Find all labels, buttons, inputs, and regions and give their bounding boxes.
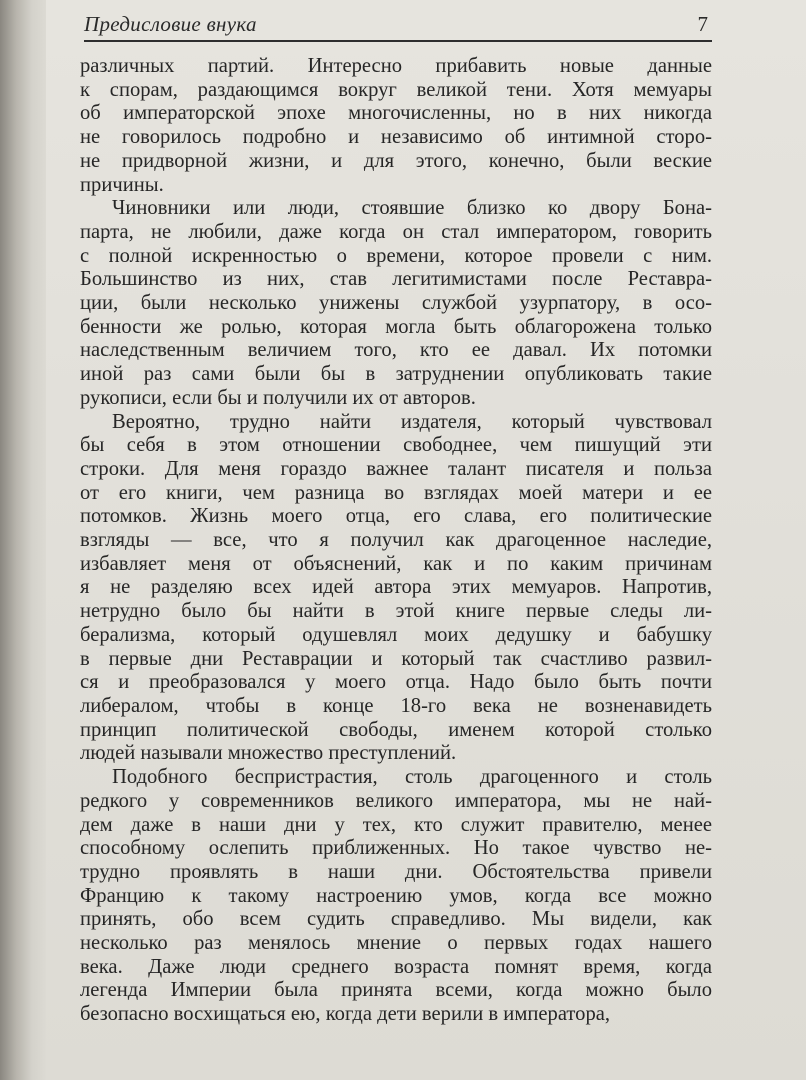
text-line: в первые дни Реставрации и который так счастливо развил-	[80, 647, 712, 670]
running-header	[84, 12, 708, 42]
text-line: бенности же ролью, которая могла быть облагорожена только	[80, 315, 712, 338]
text-line: принять, обо всем судить справедливо. Мы видели, как	[80, 908, 712, 931]
text-line: Подобного беспристрастия, столь драгоценного и столь	[112, 766, 712, 789]
text-line: дем даже в наши дни у тех, кто служит правителю, менее	[80, 813, 712, 836]
paragraph	[80, 766, 712, 1027]
text-line: я не разделяю всех идей автора этих мемуаров. Напротив,	[80, 576, 712, 599]
text-line: причины.	[80, 173, 164, 196]
text-line: трудно проявлять в наши дни. Обстоятельства привели	[80, 860, 712, 883]
text-line: либералом, чтобы в конце 18-го века не возненавидеть	[80, 694, 712, 717]
text-line: бы себя в этом отношении свободнее, чем пишущий эти	[80, 434, 712, 457]
running-header-title: Предисловие внука	[84, 12, 257, 36]
text-line: века. Даже люди среднего возраста помнят время, когда	[80, 955, 712, 978]
paragraph	[80, 411, 712, 767]
page-number: 7	[697, 12, 708, 36]
paragraph	[80, 55, 712, 197]
text-line: к спорам, раздающимся вокруг великой тени. Хотя мемуары	[80, 78, 712, 101]
text-line: берализма, который одушевлял моих дедушку и бабушку	[80, 623, 712, 646]
text-line: парта, не любили, даже когда он стал императором, говорить	[80, 220, 712, 243]
paragraph	[80, 197, 712, 410]
text-line: людей называли множество преступлений.	[80, 742, 457, 765]
text-line: об императорской эпохе многочисленны, но в них никогда	[80, 102, 712, 125]
text-line: строки. Для меня гораздо важнее талант писателя и польза	[80, 457, 712, 480]
text-line: ся и преобразовался у моего отца. Надо было быть почти	[80, 671, 712, 694]
text-line: не придворной жизни, и для этого, конечно, были веские	[80, 149, 712, 172]
text-line: различных партий. Интересно прибавить новые данные	[80, 55, 712, 77]
text-line: редкого у современников великого императора, мы не най-	[80, 789, 712, 812]
text-line: способному ослепить приближенных. Но такое чувство не-	[80, 837, 712, 860]
text-line: потомков. Жизнь моего отца, его слава, его политические	[80, 505, 712, 528]
text-line: рукописи, если бы и получили их от авторов.	[80, 386, 476, 409]
text-line: взгляды — все, что я получил как драгоценное наследие,	[80, 529, 712, 552]
text-line: нетрудно было бы найти в этой книге первые следы ли-	[80, 600, 712, 623]
text-line: избавляет меня от объяснений, как и по каким причинам	[80, 552, 712, 575]
text-line: ции, были несколько унижены службой узурпатору, в осо-	[80, 292, 712, 315]
text-line: наследственным величием того, кто ее давал. Их потомки	[80, 339, 712, 362]
text-line: не говорилось подробно и независимо об интимной сторо-	[80, 126, 712, 149]
text-line: безопасно восхищаться ею, когда дети верили в императора,	[80, 1003, 611, 1026]
text-line: Вероятно, трудно найти издателя, который чувствовал	[112, 410, 712, 433]
text-line: принцип политической свободы, именем которой столько	[80, 718, 712, 741]
text-line: от его книги, чем разница во взглядах моей матери и ее	[80, 481, 712, 504]
text-line: Францию к такому настроению умов, когда все можно	[80, 884, 712, 907]
text-line: иной раз сами были бы в затруднении опубликовать такие	[80, 363, 712, 386]
header-rule	[84, 40, 712, 42]
text-line: легенда Империи была принята всеми, когда можно было	[80, 979, 712, 1002]
text-line: Чиновники или люди, стоявшие близко ко двору Бона-	[112, 197, 712, 220]
text-line: несколько раз менялось мнение о первых годах нашего	[80, 932, 712, 955]
body-text	[80, 55, 712, 1027]
text-line: Большинство из них, став легитимистами после Реставра-	[80, 268, 712, 291]
text-line: с полной искренностью о времени, которое провели с ним.	[80, 244, 712, 267]
book-gutter-shadow	[0, 0, 46, 1080]
